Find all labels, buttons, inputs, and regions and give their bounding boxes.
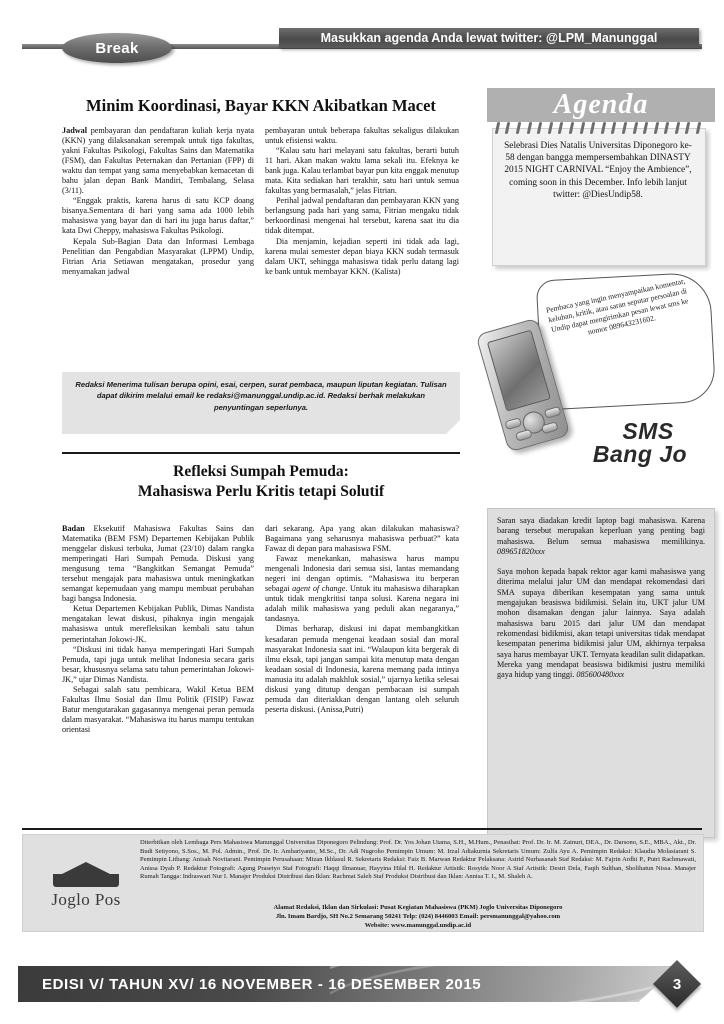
sms-message-text: Saran saya diadakan kredit laptop bagi mahasiswa. Karena barang tersebut merupakan keperluan yang penting bagi mahasiswa. Belum semua mahasiswa memilikinya. [497,516,705,546]
paragraph: “Enggak praktis, karena harus di satu KCP doang bisanya.Sementara di hari yang sama ada 1000 lebih mahasiswa yang bayar dan di hari itu juga harus daftar,” kata Dwi Cheppy, mahasiswa Fakultas Psikologi. [62,196,254,236]
paragraph: Sebagai salah satu pembicara, Wakil Ketua BEM Fakultas Ilmu Sosial dan Ilmu Politik (FISIP) Fawaz Batur mengutarakan gagasannya mengenai peran pemuda dalam masyarakat. “Mahasiswa itu harus mampu tentukan orientasi [62,684,254,734]
joglo-house-icon [53,862,119,888]
address-line-3: Website: www.manunggal.undip.ac.id [364,922,472,930]
paragraph: pembayaran untuk beberapa fakultas sekaligus dilakukan untuk efisiensi waktu. [265,126,459,146]
paragraph: Jadwal pembayaran dan pendaftaran kuliah kerja nyata (KKN) yang dilaksanakan serempak untuk tiga fakultas, yakni Fakultas Psikologi, Fakultas Sains dan Matematika (FSM), dan Fakultas Peternakan dan Pertanian (FPP) di waktu dan tempat yang sama menyebabkan kemacetan di bahu jalan depan Bank Mandiri, Tembalang, Selasa (3/11). [62,126,254,196]
sms-bangjo-logo [583,420,713,466]
edition-label: EDISI V/ TAHUN XV/ 16 NOVEMBER - 16 DESEMBER 2015 [42,976,482,993]
sms-logo-line2: Bang Jo [592,441,688,467]
joglo-pos-label: Joglo Pos [51,890,121,909]
paragraph: Kepala Sub-Bagian Data dan Informasi Lembaga Penelitian dan Pengabdian Masyarakat (LPPM) Undip, Fitrian Aria Setiawan mengatakan, prosedur yang menyamakan jadwal [62,236,254,276]
sms-message [497,516,705,557]
sms-logo-line1: SMS [622,418,674,444]
redaksi-notice-text: Redaksi Menerima tulisan berupa opini, esai, cerpen, surat pembaca, maupun liputan kegiatan. Tulisan dapat dikirim melalui email ke redaksi@manunggal.undip.ac.id. Redaksi berhak melakukan penyuntingan seperlunya. [75,380,447,412]
joglo-pos-logo [36,862,136,910]
article2-column-2 [265,524,459,715]
agenda-note-text: Selebrasi Dies Natalis Universitas Diponegoro ke-58 dengan bangga mempersembahkan DINASTY 2015 NIGHT CARNIVAL “Enjoy the Ambience”, coming soon in this December. Info lebih lanjut twitter: @DiesUndip58. [504,141,692,200]
article2-headline-line1: Refleksi Sumpah Pemuda: [173,463,349,480]
paragraph: dari sekarang. Apa yang akan dilakukan mahasiswa? Bagaimana yang seharusnya mahasiswa perbuat?” kata Fawaz di depan para mahasiswa FSM. [265,524,459,554]
article2-headline-line2: Mahasiswa Perlu Kritis tetapi Solutif [137,483,385,500]
address-line-1: Alamat Redaksi, Iklan dan Sirkulasi: Pusat Kegiatan Mahasiswa (PKM) Joglo Universitas Diponegoro [273,904,563,911]
paragraph: Badan Eksekutif Mahasiswa Fakultas Sains dan Matematika (BEM FSM) Departemen Kebijakan Publik menggelar diskusi terbuka, Jumat (23/10) dalam rangka memperingati Hari Sumpah Pemuda. Diskusi yang mengusung tema “Bangkitkan Semangat Pemuda” tersebut mengajak para mahasiswa untuk meningkatkan semangat kepemudaan yang mampu membuat perubahan bagi bangsa Indonesia. [62,524,254,604]
paragraph: “Diskusi ini tidak hanya memperingati Hari Sumpah Pemuda, tapi juga untuk melihat Indonesia secara garis besar, khususnya selama satu tahun pemerintahan Jokowi-JK,” ujar Dimas Nandista. [62,644,254,684]
article1-headline: Minim Koordinasi, Bayar KKN Akibatkan Macet [86,96,436,115]
sms-bangjo-graphic [487,272,717,502]
footer-divider [22,828,702,830]
sms-message-number: 089651820xxx [497,546,545,556]
article1-column-2 [265,126,459,277]
sms-bubble-text: Pembaca yang ingin menyampaikan komentar, keluhan, kritik, atau saran seputar persoalan di Undip dapat mengirimkan pesan lewat sms ke nomor 089643231602. [545,276,690,337]
article2-headline [62,462,460,502]
twitter-banner-label: Masukkan agenda Anda lewat twitter: @LPM_Manunggal [320,31,658,45]
twitter-banner [279,28,699,48]
colophon-address [140,903,696,931]
paragraph: “Kalau satu hari melayani satu fakultas, berarti butuh 11 hari. Akan makan waktu lama sekali itu. Efeknya ke bank juga. Kalau terlambat bayar pun kita enggak menutup mata. Kita sediakan hari terakhir, satu hari untuk semua fakultas yang bermasalah,” jelas Fitrian. [265,146,459,196]
sms-messages-box [487,508,715,838]
phone-screen [487,330,551,412]
paragraph: Dia menjamin, kejadian seperti ini tidak ada lagi, karena mulai semester depan biaya KKN sudah termasuk dalam UKT, sehingga mahasiswa tidak perlu datang lagi ke bank untuk membayar KKN. (Kalista) [265,236,459,276]
paragraph: Dimas berharap, diskusi ini dapat membangkitkan kesadaran pemuda mengenai keadaan sosial dan moral masyarakat Indonesia saat ini. “Walaupun kita bergerak di ilmu eksak, tapi jangan sampai kita menutup mata dengan keadaan sosial di Indonesia, karena memang pada intinya manusia itu adalah makhluk sosial,” ujarnya ketika selesai diskusi yang ditutup dengan pembacaan isi sumpah pemuda dan diteriakkan dengan lantang oleh seluruh peserta diskusi. (Anissa,Putri) [265,624,459,714]
sms-message-number: 085600480xxx [576,670,625,680]
phone-key-left [504,417,522,430]
address-line-2: Jln. Imam Bardjo, SH No.2 Semarang 50241 Telp: (024) 8446003 Email: persmanunggal@yahoo.com [275,913,561,921]
agenda-heading-banner [487,88,715,122]
phone-key-right [544,406,562,419]
paragraph: Ketua Departemen Kebijakan Publik, Dimas Nandista mengatakan lewat diskusi, pihaknya ingin mengajak mahasiswa untuk merefleksikan kembali satu tahun pemerintahan Jokowi-JK. [62,604,254,644]
colophon-staff-text: Diterbitkan oleh Lembaga Pers Mahasiswa Manunggal Universitas Diponegoro Pelindung: Prof. Dr. Yos Johan Utama, S.H., M.Hum., Penasihat: Prof. Dr. Ir. M. Zainuri, DEA., Dr. Darsono, S.E., MBA., Akt., Dr. Budi Setiyono, S.Sos., M. Pol. Admin., Prof. Dr. Ir. Ambariyanto, M.Sc., Dr. Adi Nugroho Pemimpin Umum: M. Irzal Adiakurnia Sekretaris Umum: Zulfa Ayu A. Pemimpin Redaksi: Klaudia Molasiarani S. Pemimpin Litbang: Anisah Novitarani. Pemimpin Perusahaan: Mizan Ikhlasul R. Sekretaris Redaksi: Faiz B. Marwan Redaktur Pelaksana: Astrid Nurhasanah Staf Redaksi: M. Fajrin Ardhi P., Putri Rachmawati, Anissa Dyah P. Redaktur Fotografi: Agung Prasetyo Staf Fotografi: Haqqi Ilmanuar, Hayyina Hilal H. Redaktur Artistik: Rosyida Noor A Staf Artistik: Destri Dela, Faqih Sulthan, Sholihatun Nissa. Manajer Rumah Tangga: Indraswari Nur I. Manajer Produksi Distribusi dan Iklan: Rachmat Saleh Staf Produksi Distribusi dan Iklan: Annisa T. I., M. Shaleh A. [140,839,696,881]
break-label: Break [95,39,139,57]
page-number-label: 3 [672,975,682,993]
sms-message-text: Saya mohon kepada bapak rektor agar kami mahasiswa yang diterima melalui jalur UM dan mendapat rekomendasi dari SMA supaya diberikan kesempatan yang sama untuk mengajukan beasiswa bidikmisi. Selain itu, UKT jalur UM mohon disamakan dengan jalur lainnya. Saya adalah mahasiswa baru 2015 dari jalur UM dan mendapat rekomendasi bidikmisi, akan tetapi universitas tidak mendapat kesempatan penerima bidikmisi jalur UM, akhirnya terpaksa saya harus membayar UKT. Ternyata keadilan sulit didapatkan. Mereka yang mendapat beasiswa bidikmisi justru memiliki gaya hidup yang tinggi. [497,567,705,680]
break-section-badge [62,33,172,63]
paragraph: Fawaz menekankan, mahasiswa harus mampu mengenali Indonesia dari semua sisi, lantas memandang negeri ini dengan optimis. “Mahasiswa itu berperan sebagai agent of change. Untuk itu mahasiswa diharapkan untuk tidak mengkritisi tanpa solusi. Karena negara ini adalah milik mahasiswa yang peduli akan negaranya,” tandasnya. [265,554,459,624]
paragraph: Perihal jadwal pendaftaran dan pembayaran KKN yang berlangsung pada hari yang sama, Fitrian mengaku tidak berkoordinasi mengenai hal tersebut, karena saat itu dia tidak ditempat. [265,196,459,236]
notepad-spiral-binding-icon [492,122,704,134]
section-divider [62,452,460,454]
phone-key-lower-left [515,429,533,442]
agenda-heading-label: Agenda [553,89,649,120]
sms-message [497,567,705,680]
article2-column-1 [62,524,254,735]
article1-column-1 [62,126,254,277]
